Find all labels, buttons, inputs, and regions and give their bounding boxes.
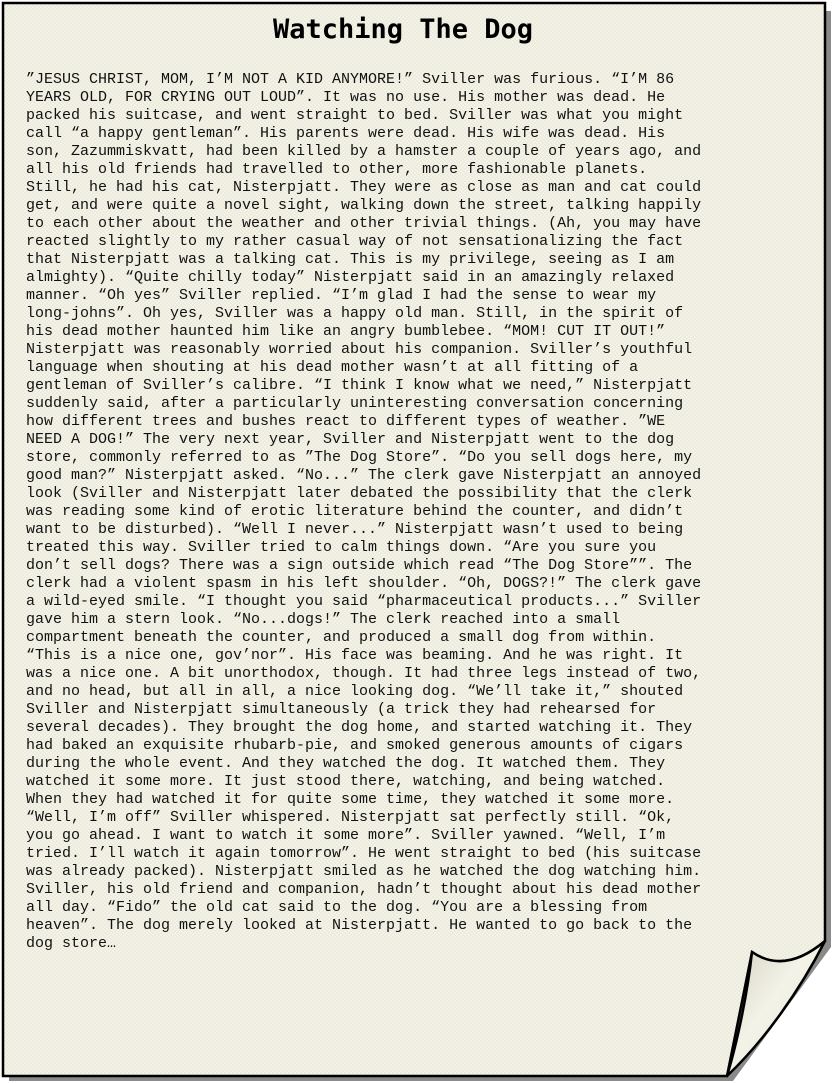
story-line: was a nice one. A bit unorthodox, though. It had three legs instead of two, [26,665,702,682]
story-line: several decades). They brought the dog home, and started watching it. They [26,719,693,736]
story-line: “Well, I’m off” Sviller whispered. Nisterpjatt sat perfectly still. “Ok, [26,809,675,826]
story-line: don’t sell dogs? There was a sign outside which read “The Dog Store””. The [26,557,693,574]
story-line: how different trees and bushes react to different types of weather. ”WE [26,413,666,430]
story-line: his dead mother haunted him like an angry bumblebee. “MOM! CUT IT OUT!” [26,323,666,340]
story-line: tried. I’ll watch it again tomorrow”. He went straight to bed (his suitcase [26,845,702,862]
story-line: compartment beneath the counter, and produced a small dog from within. [26,629,657,646]
story-line: Nisterpjatt was reasonably worried about his companion. Sviller’s youthful [26,341,693,358]
story-line: reacted slightly to my rather casual way of not sensationalizing the fact [26,233,684,250]
story-line: heaven”. The dog merely looked at Nisterpjatt. He wanted to go back to the [26,917,693,934]
story-line: Sviller, his old friend and companion, hadn’t thought about his dead mother [26,881,702,898]
story-line: suddenly said, after a particularly uninteresting conversation concerning [26,395,684,412]
story-line: call “a happy gentleman”. His parents were dead. His wife was dead. His [26,125,666,142]
story-line: almighty). “Quite chilly today” Nisterpjatt said in an amazingly relaxed [26,269,675,286]
story-line: all his old friends had travelled to other, more fashionable planets. [26,161,648,178]
story-line: dog store… [26,935,117,952]
story-line: ”JESUS CHRIST, MOM, I’M NOT A KID ANYMORE!” Sviller was furious. “I’M 86 [26,71,675,88]
story-line: packed his suitcase, and went straight to bed. Sviller was what you might [26,107,684,124]
story-line: “This is a nice one, gov’nor”. His face was beaming. And he was right. It [26,647,684,664]
story-line: Still, he had his cat, Nisterpjatt. They were as close as man and cat could [26,179,702,196]
story-line: NEED A DOG!” The very next year, Sviller and Nisterpjatt went to the dog [26,431,675,448]
story-line: was reading some kind of erotic literature behind the counter, and didn’t [26,503,684,520]
story-line: manner. “Oh yes” Sviller replied. “I’m glad I had the sense to wear my [26,287,657,304]
story-line: watched it some more. It just stood there, watching, and being watched. [26,773,666,790]
story-line: and no head, but all in all, a nice looking dog. “We’ll take it,” shouted [26,683,684,700]
story-line: during the whole event. And they watched the dog. It watched them. They [26,755,666,772]
story-line: gave him a stern look. “No...dogs!” The clerk reached into a small [26,611,621,628]
story-line: to each other about the weather and other trivial things. (Ah, you may have [26,215,702,232]
story-line: look (Sviller and Nisterpjatt later debated the possibility that the clerk [26,485,693,502]
story-text [26,71,816,953]
story-line: language when shouting at his dead mother wasn’t at all fitting of a [26,359,639,376]
story-line: you go ahead. I want to watch it some more”. Sviller yawned. “Well, I’m [26,827,666,844]
story-line: Sviller and Nisterpjatt simultaneously (a trick they had rehearsed for [26,701,657,718]
story-line: treated this way. Sviller tried to calm things down. “Are you sure you [26,539,657,556]
story-line: want to be disturbed). “Well I never...” Nisterpjatt wasn’t used to being [26,521,684,538]
story-line: clerk had a violent spasm in his left shoulder. “Oh, DOGS?!” The clerk gave [26,575,702,592]
story-line: a wild-eyed smile. “I thought you said “pharmaceutical products...” Sviller [26,593,702,610]
story-line: long-johns”. Oh yes, Sviller was a happy old man. Still, in the spirit of [26,305,684,322]
story-line: get, and were quite a novel sight, walking down the street, talking happily [26,197,702,214]
page-title: Watching The Dog [272,14,534,45]
story-line: good man?” Nisterpjatt asked. “No...” The clerk gave Nisterpjatt an annoyed [26,467,702,484]
story-line: gentleman of Sviller’s calibre. “I think I know what we need,” Nisterpjatt [26,377,693,394]
story-line: store, commonly referred to as ”The Dog Store”. “Do you sell dogs here, my [26,449,693,466]
story-line: son, Zazummiskvatt, had been killed by a hamster a couple of years ago, and [26,143,702,160]
story-line: was already packed). Nisterpjatt smiled as he watched the dog watching him. [26,863,702,880]
story-line: had baked an exquisite rhubarb-pie, and smoked generous amounts of cigars [26,737,684,754]
story-line: When they had watched it for quite some time, they watched it some more. [26,791,675,808]
story-line: all day. “Fido” the old cat said to the dog. “You are a blessing from [26,899,648,916]
story-line: YEARS OLD, FOR CRYING OUT LOUD”. It was no use. His mother was dead. He [26,89,666,106]
story-line: that Nisterpjatt was a talking cat. This is my privilege, seeing as I am [26,251,675,268]
